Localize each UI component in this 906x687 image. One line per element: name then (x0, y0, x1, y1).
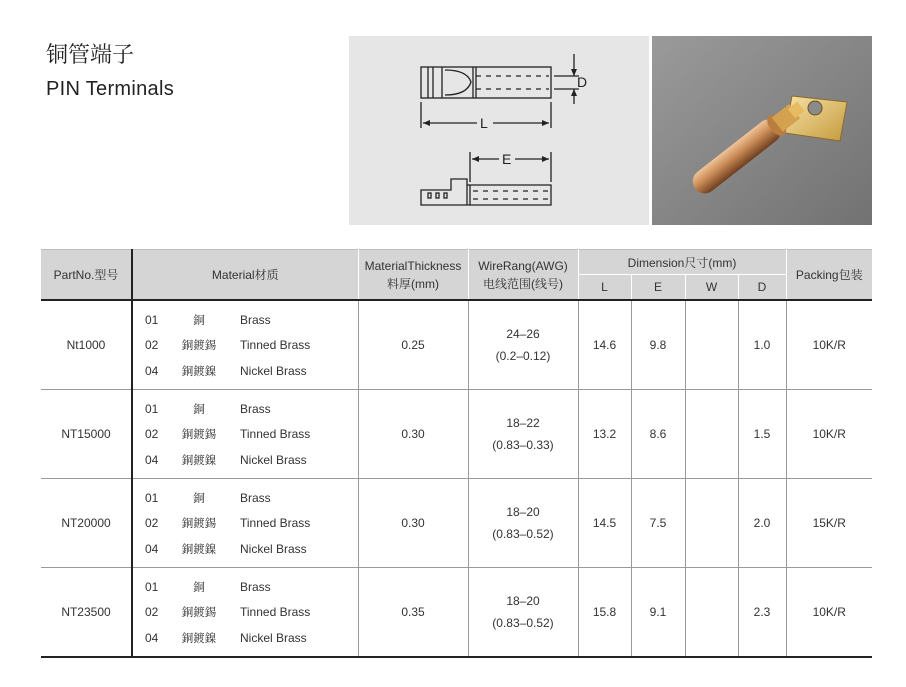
dim-l: 13.2 (578, 390, 631, 479)
thickness: 0.35 (358, 568, 468, 658)
material-item: 04 銅鍍鎳 Nickel Brass (145, 541, 307, 556)
part-no: NT23500 (41, 568, 132, 658)
header-dim-d: D (738, 275, 786, 301)
dim-e: 9.8 (631, 300, 685, 390)
part-no: NT20000 (41, 479, 132, 568)
material-item: 02 銅鍍錫 Tinned Brass (145, 427, 311, 441)
thickness: 0.30 (358, 390, 468, 479)
page-title-en: PIN Terminals (46, 78, 175, 100)
awg: 24–26 (506, 327, 540, 341)
dim-l: 14.5 (578, 479, 631, 568)
label-l: L (480, 115, 488, 131)
dim-l: 14.6 (578, 300, 631, 390)
material-item: 01 銅 Brass (145, 312, 271, 327)
dim-w (685, 568, 738, 658)
awg: 18–22 (506, 416, 540, 430)
thickness: 0.25 (358, 300, 468, 390)
header-wire-en: WireRang(AWG) (478, 258, 568, 273)
material-item: 01 銅 Brass (145, 579, 271, 594)
header-wire-range (468, 250, 578, 301)
material-list (132, 300, 358, 390)
part-no: Nt1000 (41, 300, 132, 390)
material-item: 02 銅鍍錫 Tinned Brass (145, 338, 311, 352)
material-item: 04 銅鍍鎳 Nickel Brass (145, 363, 307, 378)
page-title-cn: 铜管端子 (46, 43, 135, 68)
label-d: D (577, 74, 588, 90)
header-dim-w: W (685, 275, 738, 301)
material-item: 04 銅鍍鎳 Nickel Brass (145, 452, 307, 467)
dim-d: 1.5 (738, 390, 786, 479)
material-item: 02 銅鍍錫 Tinned Brass (145, 516, 311, 530)
product-photo (652, 36, 872, 225)
packing: 15K/R (786, 479, 872, 568)
table-row (41, 300, 872, 390)
header-wire-cn: 电线范围(线号) (483, 276, 563, 291)
awg-mm: (0.83–0.52) (492, 527, 554, 541)
terminal-dimension-diagram (349, 36, 649, 225)
wire-range (468, 390, 578, 479)
material-list (132, 568, 358, 658)
table-row (41, 568, 872, 658)
wire-range (468, 300, 578, 390)
awg: 18–20 (506, 505, 540, 519)
wire-range (468, 479, 578, 568)
header-dim-e: E (631, 275, 685, 301)
table-row (41, 479, 872, 568)
dim-l: 15.8 (578, 568, 631, 658)
dim-w (685, 479, 738, 568)
packing: 10K/R (786, 568, 872, 658)
part-no: NT15000 (41, 390, 132, 479)
label-e: E (502, 151, 512, 167)
header-dim-l: L (578, 275, 631, 301)
dim-w (685, 300, 738, 390)
material-item: 01 銅 Brass (145, 490, 271, 505)
header-part-no: PartNo.型号 (41, 250, 132, 301)
awg: 18–20 (506, 594, 540, 608)
dim-e: 9.1 (631, 568, 685, 658)
dim-d: 1.0 (738, 300, 786, 390)
material-item: 02 銅鍍錫 Tinned Brass (145, 605, 311, 619)
dim-e: 7.5 (631, 479, 685, 568)
header-thickness (358, 250, 468, 301)
spec-table (41, 249, 872, 658)
table-row (41, 390, 872, 479)
material-list (132, 479, 358, 568)
header-material: Material材质 (132, 250, 358, 301)
header-dimension: Dimension尺寸(mm) (578, 250, 786, 275)
pin-terminal-image (652, 36, 872, 225)
dim-e: 8.6 (631, 390, 685, 479)
awg-mm: (0.2–0.12) (495, 349, 551, 363)
wire-range (468, 568, 578, 658)
material-item: 01 銅 Brass (145, 401, 271, 416)
packing: 10K/R (786, 300, 872, 390)
header-thickness-en: MaterialThickness (364, 258, 462, 273)
dim-w (685, 390, 738, 479)
awg-mm: (0.83–0.33) (492, 438, 554, 452)
packing: 10K/R (786, 390, 872, 479)
header-thickness-cn: 料厚(mm) (387, 276, 439, 291)
thickness: 0.30 (358, 479, 468, 568)
dim-d: 2.0 (738, 479, 786, 568)
material-item: 04 銅鍍鎳 Nickel Brass (145, 630, 307, 645)
awg-mm: (0.83–0.52) (492, 616, 554, 630)
technical-drawing (349, 36, 649, 225)
header-packing: Packing包装 (786, 250, 872, 301)
material-list (132, 390, 358, 479)
dim-d: 2.3 (738, 568, 786, 658)
